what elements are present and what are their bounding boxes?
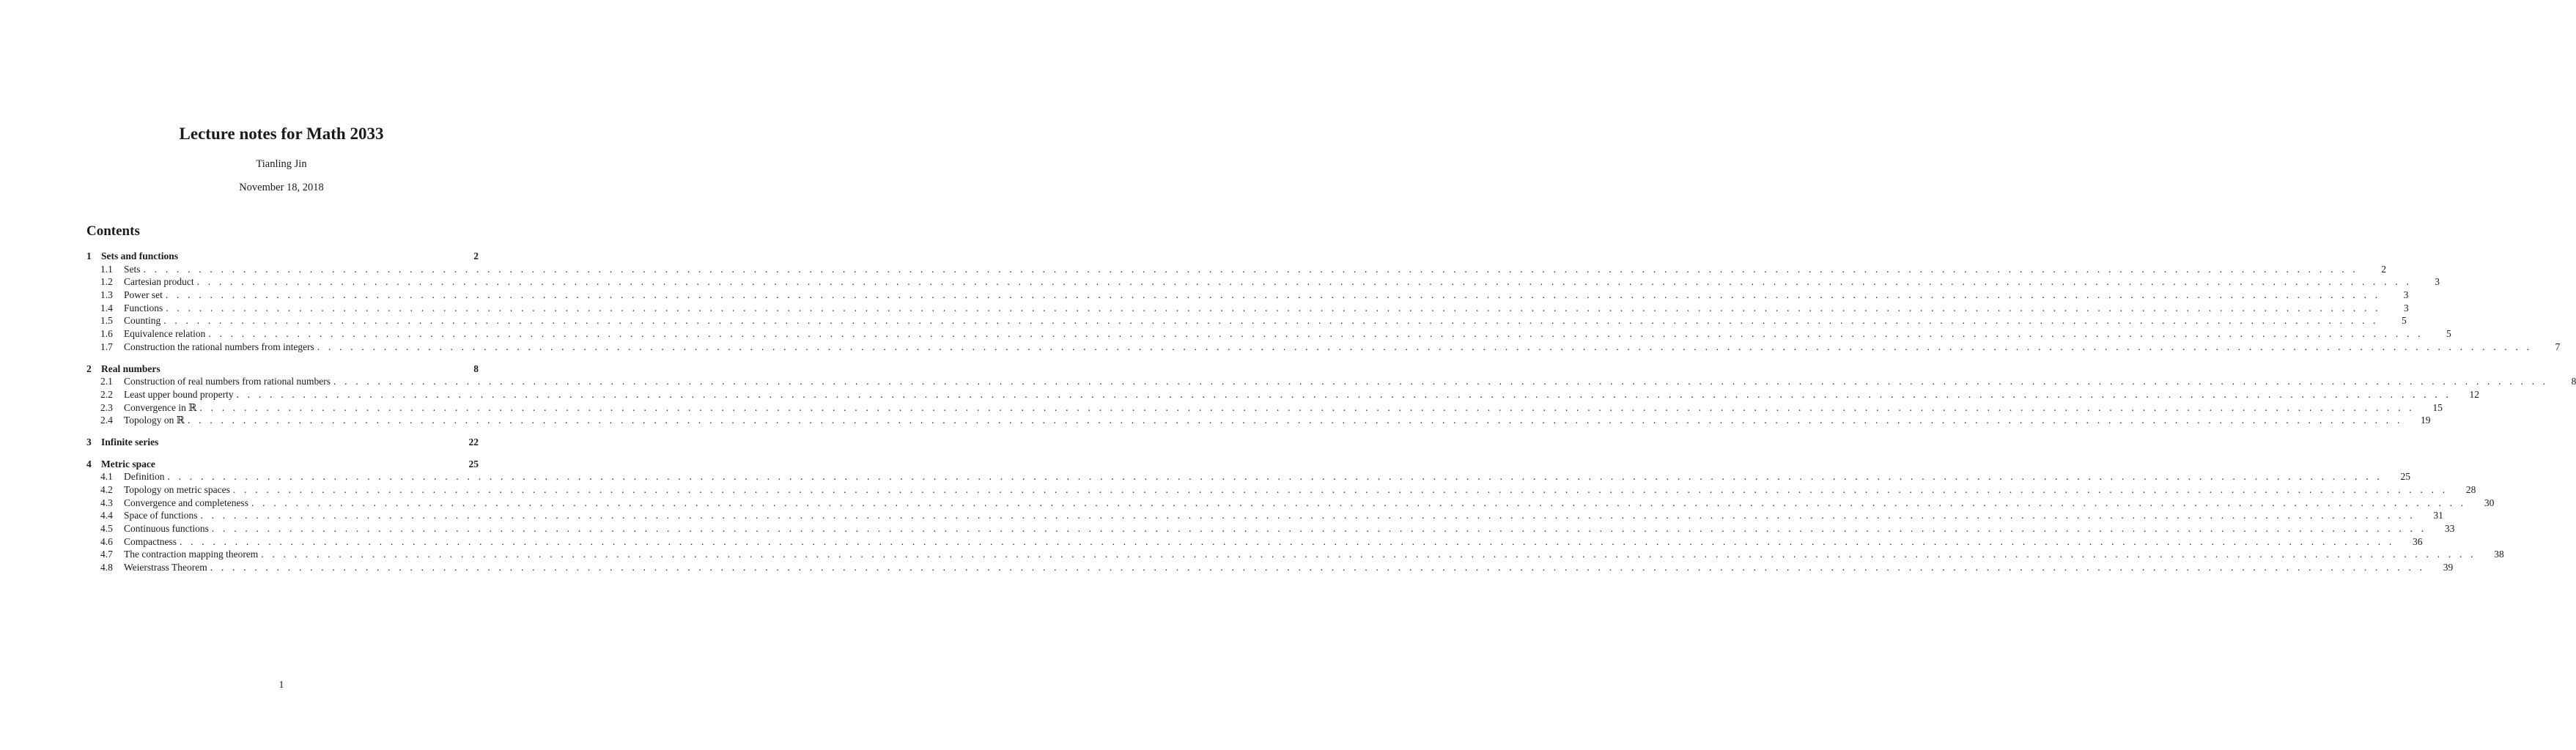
section-number: 4 xyxy=(86,458,92,469)
toc-section xyxy=(86,363,2576,427)
subsection-page-number: 36 xyxy=(2412,535,2423,547)
subsection-number: 1.5 xyxy=(100,315,113,327)
document-title: Lecture notes for Math 2033 xyxy=(179,125,384,143)
section-page-number: 25 xyxy=(468,458,479,469)
subsection-number: 1.4 xyxy=(100,302,113,313)
subsection-number: 2.1 xyxy=(100,376,113,387)
subsection-page-number: 8 xyxy=(2571,376,2576,387)
subsection-title: Equivalence relation xyxy=(124,328,206,340)
subsection-title: Functions xyxy=(124,302,163,313)
subsection-number: 4.3 xyxy=(100,497,113,508)
toc-subsection-entry[interactable] xyxy=(86,522,2455,535)
subsection-page-number: 2 xyxy=(2381,263,2386,275)
toc-section-entry[interactable] xyxy=(86,458,479,471)
toc-subsection-entry[interactable] xyxy=(86,548,2504,561)
subsection-number: 4.4 xyxy=(100,510,113,521)
dot-leader: . . . . . . . . . . . . . . . . . . . . . . . . . . . . . . . . . . . . . . . . . . . . . . . . . . . . . . . . . . . . . . . . . . . . . . . . . . . . . . . . . . . . . . . . . . . . . . . . . . . . . . . . . . . . . . . . . . . . . . . . . . . . . . . . . . . . . . . . . . . . . . . . . . . . . . . . . . . . . . . . . . . . . . . . . . . . . . . . . . . . . . . . . . . . . . . . . . . . . . . . xyxy=(163,315,2379,327)
section-page-number: 22 xyxy=(468,436,479,448)
dot-leader: . . . . . . . . . . . . . . . . . . . . . . . . . . . . . . . . . . . . . . . . . . . . . . . . . . . . . . . . . . . . . . . . . . . . . . . . . . . . . . . . . . . . . . . . . . . . . . . . . . . . . . . . . . . . . . . . . . . . . . . . . . . . . . . . . . . . . . . . . . . . . . . . . . . . . . . . . . . . . . . . . . . . . . . . . . . . . . . . . . . . . . . . . . . . . . . . . . . . . . . . xyxy=(143,263,2358,275)
toc-subsection-entry[interactable] xyxy=(86,561,2454,574)
subsection-title: Topology on metric spaces xyxy=(124,484,230,495)
subsection-title: Construction the rational numbers from integers xyxy=(124,341,314,352)
dot-leader: . . . . . . . . . . . . . . . . . . . . . . . . . . . . . . . . . . . . . . . . . . . . . . . . . . . . . . . . . . . . . . . . . . . . . . . . . . . . . . . . . . . . . . . . . . . . . . . . . . . . . . . . . . . . . . . . . . . . . . . . . . . . . . . . . . . . . . . . . . . . . . . . . . . . . . . . . . . . . . . . . . . . . . . . . . . . . . . . . . . . . . . . . . . . . . . . . . . . . . . . xyxy=(232,484,2448,495)
subsection-number: 1.2 xyxy=(100,276,113,288)
subsection-number: 4.8 xyxy=(100,562,113,573)
subsection-number: 1.6 xyxy=(100,328,113,340)
author-name: Tianling Jin xyxy=(256,158,307,170)
toc-section xyxy=(86,436,479,449)
toc-subsection-entry[interactable] xyxy=(86,388,2480,401)
subsection-page-number: 30 xyxy=(2484,497,2495,508)
toc-subsection-entry[interactable] xyxy=(86,263,2386,276)
toc-subsection-entry[interactable] xyxy=(86,275,2440,289)
subsection-page-number: 7 xyxy=(2555,341,2561,352)
subsection-title: Convergence and completeness xyxy=(124,497,248,508)
subsection-number: 2.3 xyxy=(100,401,113,413)
table-of-contents xyxy=(86,250,2576,583)
subsection-page-number: 31 xyxy=(2433,510,2443,521)
subsection-page-number: 25 xyxy=(2400,471,2410,483)
subsection-number: 4.2 xyxy=(100,484,113,495)
dot-leader: . . . . . . . . . . . . . . . . . . . . . . . . . . . . . . . . . . . . . . . . . . . . . . . . . . . . . . . . . . . . . . . . . . . . . . . . . . . . . . . . . . . . . . . . . . . . . . . . . . . . . . . . . . . . . . . . . . . . . . . . . . . . . . . . . . . . . . . . . . . . . . . . . . . . . . . . . . . . . . . . . . . . . . . . . . . . . . . . . . . . . . . . . . . . . . . . . . . . . . . . xyxy=(333,376,2549,387)
subsection-title: Compactness xyxy=(124,535,177,547)
subsection-page-number: 12 xyxy=(2469,388,2480,400)
section-title: Infinite series xyxy=(101,436,159,448)
toc-subsection-entry[interactable] xyxy=(86,497,2495,510)
section-number: 2 xyxy=(86,363,92,374)
subsection-page-number: 3 xyxy=(2403,302,2409,313)
toc-subsection-entry[interactable] xyxy=(86,341,2561,354)
subsection-title: Counting xyxy=(124,315,161,327)
subsection-number: 2.2 xyxy=(100,388,113,400)
section-title: Sets and functions xyxy=(101,250,179,261)
subsection-page-number: 5 xyxy=(2446,328,2451,340)
toc-subsection-entry[interactable] xyxy=(86,289,2409,302)
subsection-title: Definition xyxy=(124,471,165,483)
subsection-number: 2.4 xyxy=(100,415,113,426)
section-page-number: 8 xyxy=(473,363,479,374)
section-page-number: 2 xyxy=(473,250,479,261)
dot-leader: . . . . . . . . . . . . . . . . . . . . . . . . . . . . . . . . . . . . . . . . . . . . . . . . . . . . . . . . . . . . . . . . . . . . . . . . . . . . . . . . . . . . . . . . . . . . . . . . . . . . . . . . . . . . . . . . . . . . . . . . . . . . . . . . . . . . . . . . . . . . . . . . . . . . . . . . . . . . . . . . . . . . . . . . . . . . . . . . . . . . . . . . . . . . . . . . . . . . . . . . xyxy=(167,471,2383,483)
dot-leader: . . . . . . . . . . . . . . . . . . . . . . . . . . . . . . . . . . . . . . . . . . . . . . . . . . . . . . . . . . . . . . . . . . . . . . . . . . . . . . . . . . . . . . . . . . . . . . . . . . . . . . . . . . . . . . . . . . . . . . . . . . . . . . . . . . . . . . . . . . . . . . . . . . . . . . . . . . . . . . . . . . . . . . . . . . . . . . . . . . . . . . . . . . . . . . . . . . . . . . . . xyxy=(188,415,2403,426)
toc-subsection-entry[interactable] xyxy=(86,327,2451,341)
section-number: 1 xyxy=(86,250,92,261)
toc-section-entry[interactable] xyxy=(86,436,479,449)
subsection-title: Construction of real numbers from rational numbers xyxy=(124,376,331,387)
subsection-page-number: 15 xyxy=(2432,401,2443,413)
dot-leader: . . . . . . . . . . . . . . . . . . . . . . . . . . . . . . . . . . . . . . . . . . . . . . . . . . . . . . . . . . . . . . . . . . . . . . . . . . . . . . . . . . . . . . . . . . . . . . . . . . . . . . . . . . . . . . . . . . . . . . . . . . . . . . . . . . . . . . . . . . . . . . . . . . . . . . . . . . . . . . . . . . . . . . . . . . . . . . . . . . . . . . . . . . . . . . . . . . . . . . . . xyxy=(208,328,2424,340)
subsection-number: 1.1 xyxy=(100,263,113,275)
dot-leader: . . . . . . . . . . . . . . . . . . . . . . . . . . . . . . . . . . . . . . . . . . . . . . . . . . . . . . . . . . . . . . . . . . . . . . . . . . . . . . . . . . . . . . . . . . . . . . . . . . . . . . . . . . . . . . . . . . . . . . . . . . . . . . . . . . . . . . . . . . . . . . . . . . . . . . . . . . . . . . . . . . . . . . . . . . . . . . . . . . . . . . . . . . . . . . . . . . . . . . . . xyxy=(165,289,2381,301)
toc-subsection-entry[interactable] xyxy=(86,535,2423,549)
toc-subsection-entry[interactable] xyxy=(86,314,2407,327)
dot-leader: . . . . . . . . . . . . . . . . . . . . . . . . . . . . . . . . . . . . . . . . . . . . . . . . . . . . . . . . . . . . . . . . . . . . . . . . . . . . . . . . . . . . . . . . . . . . . . . . . . . . . . . . . . . . . . . . . . . . . . . . . . . . . . . . . . . . . . . . . . . . . . . . . . . . . . . . . . . . . . . . . . . . . . . . . . . . . . . . . . . . . . . . . . . . . . . . . . . . . . . . xyxy=(180,535,2395,547)
subsection-title: Convergence in ℝ xyxy=(124,401,197,413)
subsection-number: 1.7 xyxy=(100,341,113,352)
dot-leader: . . . . . . . . . . . . . . . . . . . . . . . . . . . . . . . . . . . . . . . . . . . . . . . . . . . . . . . . . . . . . . . . . . . . . . . . . . . . . . . . . . . . . . . . . . . . . . . . . . . . . . . . . . . . . . . . . . . . . . . . . . . . . . . . . . . . . . . . . . . . . . . . . . . . . . . . . . . . . . . . . . . . . . . . . . . . . . . . . . . . . . . . . . . . . . . . . . . . . . . . xyxy=(251,497,2467,508)
subsection-title: Least upper bound property xyxy=(124,388,234,400)
subsection-title: The contraction mapping theorem xyxy=(124,549,259,560)
subsection-page-number: 39 xyxy=(2443,562,2454,573)
dot-leader: . . . . . . . . . . . . . . . . . . . . . . . . . . . . . . . . . . . . . . . . . . . . . . . . . . . . . . . . . . . . . . . . . . . . . . . . . . . . . . . . . . . . . . . . . . . . . . . . . . . . . . . . . . . . . . . . . . . . . . . . . . . . . . . . . . . . . . . . . . . . . . . . . . . . . . . . . . . . . . . . . . . . . . . . . . . . . . . . . . . . . . . . . . . . . . . . . . . . . . . . xyxy=(211,523,2427,535)
toc-subsection-entry[interactable] xyxy=(86,509,2443,522)
dot-leader: . . . . . . . . . . . . . . . . . . . . . . . . . . . . . . . . . . . . . . . . . . . . . . . . . . . . . . . . . . . . . . . . . . . . . . . . . . . . . . . . . . . . . . . . . . . . . . . . . . . . . . . . . . . . . . . . . . . . . . . . . . . . . . . . . . . . . . . . . . . . . . . . . . . . . . . . . . . . . . . . . . . . . . . . . . . . . . . . . . . . . . . . . . . . . . . . . . . . . . . . xyxy=(210,562,2426,573)
toc-section-entry[interactable] xyxy=(86,250,479,263)
section-title: Metric space xyxy=(101,458,155,469)
toc-subsection-entry[interactable] xyxy=(86,302,2409,315)
page-number: 1 xyxy=(278,680,284,691)
subsection-page-number: 3 xyxy=(2435,276,2440,288)
subsection-number: 4.6 xyxy=(100,535,113,547)
dot-leader: . . . . . . . . . . . . . . . . . . . . . . . . . . . . . . . . . . . . . . . . . . . . . . . . . . . . . . . . . . . . . . . . . . . . . . . . . . . . . . . . . . . . . . . . . . . . . . . . . . . . . . . . . . . . . . . . . . . . . . . . . . . . . . . . . . . . . . . . . . . . . . . . . . . . . . . . . . . . . . . . . . . . . . . . . . . . . . . . . . . . . . . . . . . . . . . . . . . . . . . . xyxy=(196,276,2413,288)
subsection-title: Cartesian product xyxy=(124,276,194,288)
toc-subsection-entry[interactable] xyxy=(86,483,2476,497)
toc-subsection-entry[interactable] xyxy=(86,470,2410,483)
toc-subsection-entry[interactable] xyxy=(86,375,2576,388)
toc-section xyxy=(86,458,2504,574)
subsection-page-number: 28 xyxy=(2465,484,2476,495)
subsection-page-number: 3 xyxy=(2403,289,2409,301)
document-date: November 18, 2018 xyxy=(239,182,324,193)
dot-leader: . . . . . . . . . . . . . . . . . . . . . . . . . . . . . . . . . . . . . . . . . . . . . . . . . . . . . . . . . . . . . . . . . . . . . . . . . . . . . . . . . . . . . . . . . . . . . . . . . . . . . . . . . . . . . . . . . . . . . . . . . . . . . . . . . . . . . . . . . . . . . . . . . . . . . . . . . . . . . . . . . . . . . . . . . . . . . . . . . . . . . . . . . . . . . . . . . . . . . . . . xyxy=(261,549,2476,560)
toc-subsection-entry[interactable] xyxy=(86,414,2431,427)
dot-leader: . . . . . . . . . . . . . . . . . . . . . . . . . . . . . . . . . . . . . . . . . . . . . . . . . . . . . . . . . . . . . . . . . . . . . . . . . . . . . . . . . . . . . . . . . . . . . . . . . . . . . . . . . . . . . . . . . . . . . . . . . . . . . . . . . . . . . . . . . . . . . . . . . . . . . . . . . . . . . . . . . . . . . . . . . . . . . . . . . . . . . . . . . . . . . . . . . . . . . . . . xyxy=(200,510,2416,521)
subsection-page-number: 5 xyxy=(2401,315,2407,327)
toc-section xyxy=(86,250,2561,354)
subsection-title: Sets xyxy=(124,263,141,275)
subsection-title: Continuous functions xyxy=(124,523,209,535)
subsection-page-number: 38 xyxy=(2494,549,2504,560)
subsection-title: Space of functions xyxy=(124,510,198,521)
subsection-title: Weierstrass Theorem xyxy=(124,562,207,573)
subsection-title: Power set xyxy=(124,289,163,301)
subsection-title: Topology on ℝ xyxy=(124,415,185,426)
dot-leader: . . . . . . . . . . . . . . . . . . . . . . . . . . . . . . . . . . . . . . . . . . . . . . . . . . . . . . . . . . . . . . . . . . . . . . . . . . . . . . . . . . . . . . . . . . . . . . . . . . . . . . . . . . . . . . . . . . . . . . . . . . . . . . . . . . . . . . . . . . . . . . . . . . . . . . . . . . . . . . . . . . . . . . . . . . . . . . . . . . . . . . . . . . . . . . . . . . . . . . . . xyxy=(166,302,2381,313)
dot-leader: . . . . . . . . . . . . . . . . . . . . . . . . . . . . . . . . . . . . . . . . . . . . . . . . . . . . . . . . . . . . . . . . . . . . . . . . . . . . . . . . . . . . . . . . . . . . . . . . . . . . . . . . . . . . . . . . . . . . . . . . . . . . . . . . . . . . . . . . . . . . . . . . . . . . . . . . . . . . . . . . . . . . . . . . . . . . . . . . . . . . . . . . . . . . . . . . . . . . . . . . xyxy=(199,401,2415,413)
toc-section-entry[interactable] xyxy=(86,363,479,376)
subsection-number: 4.7 xyxy=(100,549,113,560)
dot-leader: . . . . . . . . . . . . . . . . . . . . . . . . . . . . . . . . . . . . . . . . . . . . . . . . . . . . . . . . . . . . . . . . . . . . . . . . . . . . . . . . . . . . . . . . . . . . . . . . . . . . . . . . . . . . . . . . . . . . . . . . . . . . . . . . . . . . . . . . . . . . . . . . . . . . . . . . . . . . . . . . . . . . . . . . . . . . . . . . . . . . . . . . . . . . . . . . . . . . . . . . xyxy=(317,341,2533,352)
section-title: Real numbers xyxy=(101,363,160,374)
dot-leader: . . . . . . . . . . . . . . . . . . . . . . . . . . . . . . . . . . . . . . . . . . . . . . . . . . . . . . . . . . . . . . . . . . . . . . . . . . . . . . . . . . . . . . . . . . . . . . . . . . . . . . . . . . . . . . . . . . . . . . . . . . . . . . . . . . . . . . . . . . . . . . . . . . . . . . . . . . . . . . . . . . . . . . . . . . . . . . . . . . . . . . . . . . . . . . . . . . . . . . . . xyxy=(236,388,2452,400)
subsection-number: 4.5 xyxy=(100,523,113,535)
subsection-number: 4.1 xyxy=(100,471,113,483)
contents-heading: Contents xyxy=(86,223,140,239)
toc-subsection-entry[interactable] xyxy=(86,401,2443,415)
subsection-page-number: 33 xyxy=(2444,523,2455,535)
subsection-page-number: 19 xyxy=(2420,415,2431,426)
subsection-number: 1.3 xyxy=(100,289,113,301)
section-number: 3 xyxy=(86,436,92,448)
